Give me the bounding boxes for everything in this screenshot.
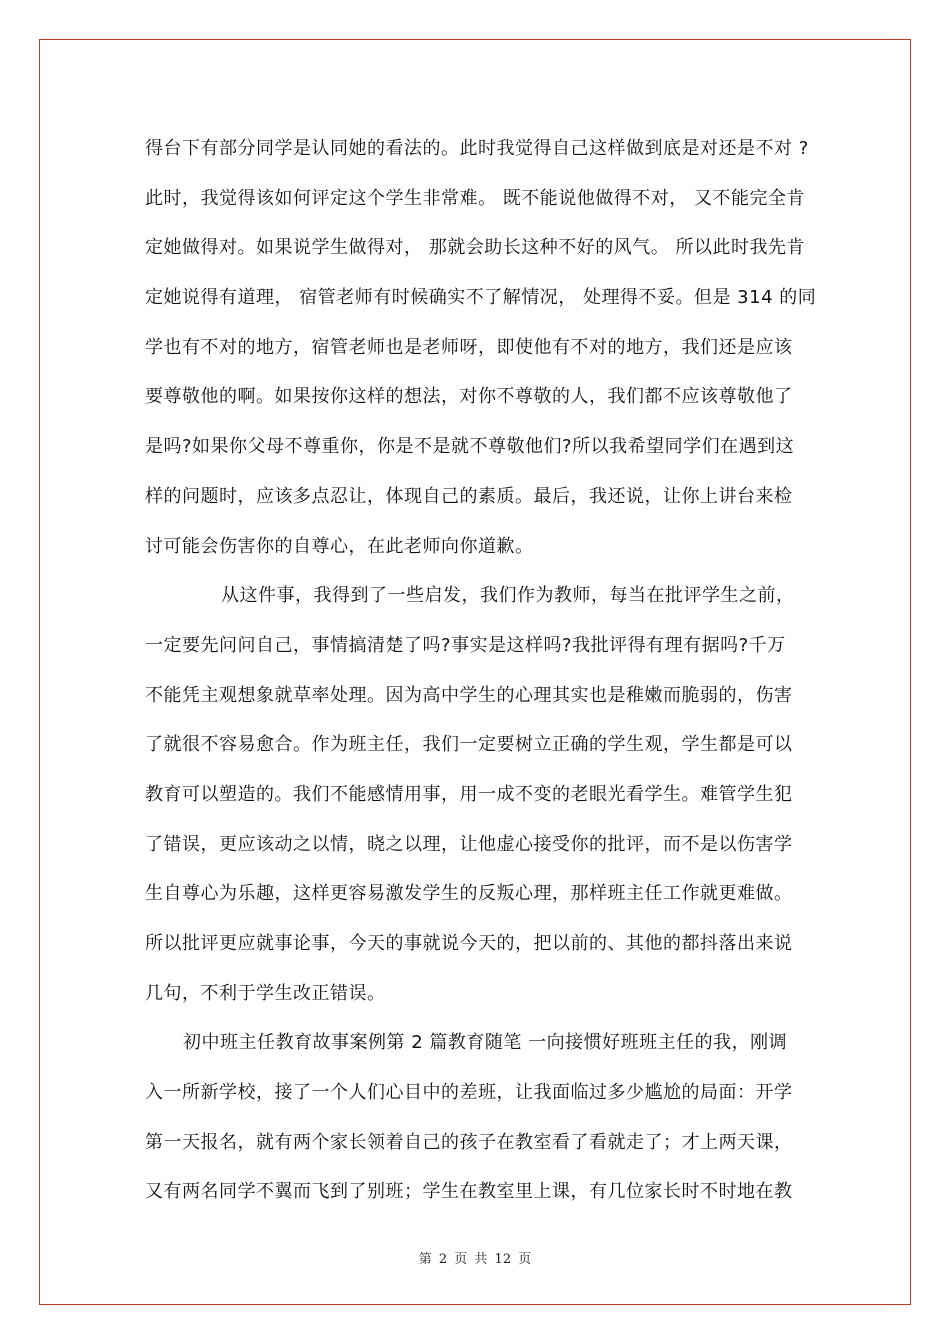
- text-line: 了就很不容易愈合。作为班主任，我们一定要树立正确的学生观，学生都是可以: [145, 734, 793, 756]
- text-line: 所以批评更应就事论事，今天的事就说今天的，把以前的、其他的都抖落出来说: [145, 933, 793, 954]
- text-line: 此时，我觉得该如何评定这个学生非常难。 既不能说他做得不对， 又不能完全肯: [145, 187, 805, 209]
- text-line: 不能凭主观想象就草率处理。因为高中学生的心理其实也是稚嫩而脆弱的，伤害: [145, 684, 793, 706]
- text-line: 第一天报名，就有两个家长领着自己的孩子在教室看了看就走了；才上两天课，: [145, 1131, 793, 1153]
- text-line: 讨可能会伤害你的自尊心，在此老师向你道歉。: [145, 535, 534, 557]
- text-line: 了错误，更应该动之以情，晓之以理，让他虚心接受你的批评，而不是以伤害学: [145, 833, 793, 855]
- text-line: 得台下有部分同学是认同她的看法的。此时我觉得自己这样做到底是对还是不对 ?: [145, 138, 809, 159]
- document-body: [145, 124, 817, 1217]
- text-line: 样的问题时，应该多点忍让，体现自己的素质。最后，我还说，让你上讲台来检: [145, 485, 793, 507]
- text-line: 要尊敬他的啊。如果按你这样的想法，对你不尊敬的人，我们都不应该尊敬他了: [145, 386, 793, 408]
- text-line: 学也有不对的地方，宿管老师也是老师呀，即使他有不对的地方，我们还是应该: [145, 336, 793, 358]
- text-line: 一定要先问问自己，事情搞清楚了吗?事实是这样吗?我批评得有理有据吗?千万: [145, 634, 786, 656]
- text-line: 定她做得对。如果说学生做得对， 那就会助长这种不好的风气。 所以此时我先肯: [145, 237, 805, 259]
- text-line: 教育可以塑造的。我们不能感情用事，用一成不变的老眼光看学生。难管学生犯: [145, 783, 793, 805]
- text-line: 是吗?如果你父母不尊重你，你是不是就不尊敬他们?所以我希望同学们在遇到这: [145, 436, 795, 458]
- text-line: 入一所新学校，接了一个人们心目中的差班，让我面临过多少尴尬的局面：开学: [145, 1082, 793, 1104]
- text-line: 生自尊心为乐趣，这样更容易激发学生的反叛心理，那样班主任工作就更难做。: [145, 883, 793, 905]
- text-line: 定她说得有道理， 宿管老师有时候确实不了解情况， 处理得不妥。但是 314 的同: [145, 287, 817, 309]
- text-line: 几句，不利于学生改正错误。: [145, 982, 386, 1004]
- text-line: 又有两名同学不翼而飞到了别班；学生在教室里上课，有几位家长时不时地在教: [145, 1181, 793, 1203]
- paragraph-start-line: 从这件事，我得到了一些启发，我们作为教师，每当在批评学生之前，: [221, 585, 795, 607]
- page-number-footer: 第 2 页 共 12 页: [418, 1252, 532, 1267]
- paragraph-start-line: 初中班主任教育故事案例第 2 篇教育随笔 一向接惯好班班主任的我，刚调: [183, 1032, 788, 1054]
